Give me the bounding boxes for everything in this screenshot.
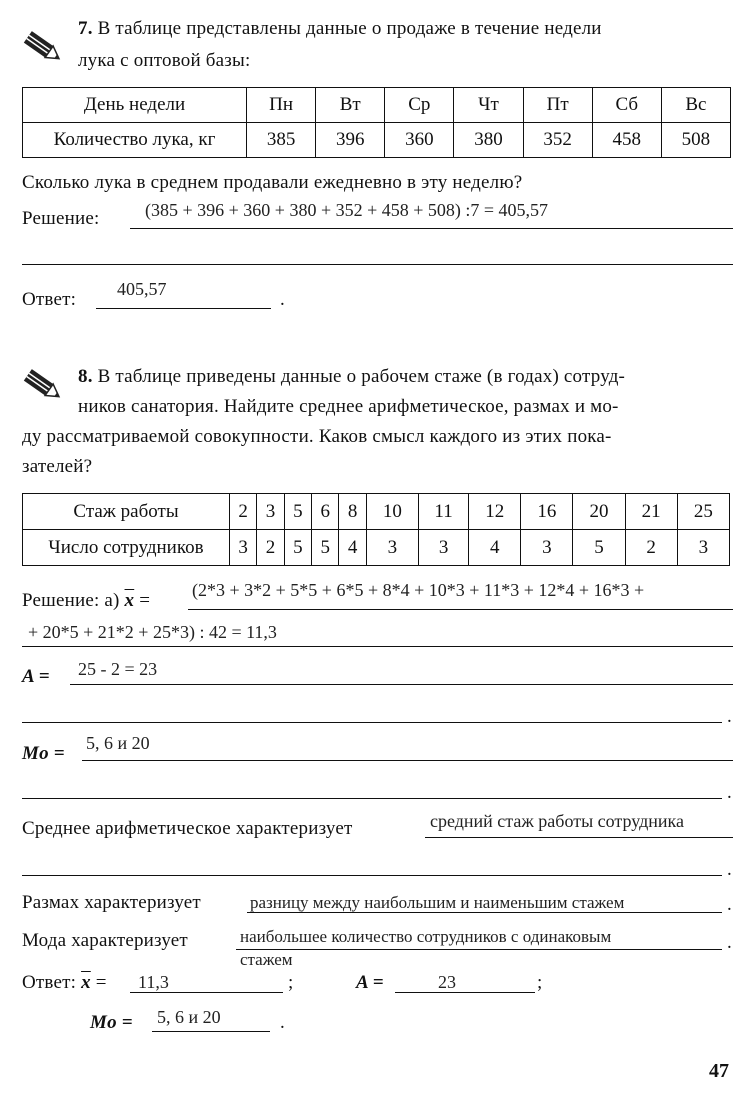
task8-year-cell: 25 xyxy=(677,494,729,530)
task8-answer-range-label: A = xyxy=(356,972,384,993)
answer-mean-equals: = xyxy=(95,972,107,993)
task7-answer-label: Ответ: xyxy=(22,289,77,310)
task7-question-line2: лука с оптовой базы: xyxy=(78,50,251,71)
task8-mean-meaning-underline xyxy=(425,837,733,838)
task7-answer-line xyxy=(96,308,271,309)
task8-count-cell: 2 xyxy=(625,530,677,566)
task8-mean-line1-underline xyxy=(188,609,733,610)
task7-day-cell: Вс xyxy=(661,88,730,123)
task8-year-cell: 10 xyxy=(366,494,418,530)
task7-row-label: Количество лука, кг xyxy=(23,123,247,158)
task8-count-cell: 3 xyxy=(677,530,729,566)
task7-day-cell: Сб xyxy=(592,88,661,123)
task8-row-label: Число сотрудников xyxy=(23,530,230,566)
task8-range-label: A = xyxy=(22,666,50,687)
task8-year-cell: 3 xyxy=(257,494,284,530)
task8-answer-range-value[interactable]: 23 xyxy=(438,972,456,992)
task8-answer-mode-underline xyxy=(152,1031,270,1032)
task8-count-cell: 4 xyxy=(339,530,366,566)
task8-mode-label: Mo = xyxy=(22,743,65,764)
mean-symbol: $\overline{x}$ xyxy=(124,590,135,611)
task8-year-cell: 16 xyxy=(521,494,573,530)
task8-answer-period: . xyxy=(280,1012,285,1033)
task8-mode-meaning-underline xyxy=(236,949,722,950)
task7-day-cell: Пт xyxy=(523,88,592,123)
task8-count-cell: 2 xyxy=(257,530,284,566)
page-number: 47 xyxy=(709,1060,729,1082)
task8-count-cell: 3 xyxy=(418,530,468,566)
task7-day-cell: Чт xyxy=(454,88,523,123)
task8-year-cell: 12 xyxy=(469,494,521,530)
task8-year-cell: 11 xyxy=(418,494,468,530)
task7-answer-value[interactable]: 405,57 xyxy=(117,279,167,299)
task8-solution-label: Решение: а) xyxy=(22,590,120,611)
task8-question-line1 xyxy=(78,366,625,388)
task8-year-cell: 6 xyxy=(312,494,339,530)
task8-mean-line2[interactable]: + 20*5 + 21*2 + 25*3) : 42 = 11,3 xyxy=(28,622,277,642)
task7-value-cell: 380 xyxy=(454,123,523,158)
task8-range-meaning-period: . xyxy=(727,894,732,915)
task7-value-cell: 508 xyxy=(661,123,730,158)
task8-mode-underline xyxy=(82,760,733,761)
task7-day-cell: Пн xyxy=(247,88,316,123)
task8-year-cell: 21 xyxy=(625,494,677,530)
task8-mode-meaning-text-line2[interactable]: стажем xyxy=(240,950,293,969)
task7-solution-line xyxy=(130,228,733,229)
task7-table-header-row xyxy=(23,88,731,123)
task8-year-cell: 2 xyxy=(230,494,257,530)
task7-value-cell: 360 xyxy=(385,123,454,158)
task8-range-meaning-underline xyxy=(247,912,722,913)
task7-header-label: День недели xyxy=(23,88,247,123)
task8-range-meaning-text[interactable]: разницу между наибольшим и наименьшим стажем xyxy=(250,893,625,912)
task8-answer-label-group xyxy=(22,972,107,994)
task8-number: 8. xyxy=(78,366,93,387)
task8-count-cell: 5 xyxy=(573,530,625,566)
task8-year-cell: 20 xyxy=(573,494,625,530)
task8-range-text[interactable]: 25 - 2 = 23 xyxy=(78,659,158,679)
task8-mean-line1[interactable]: (2*3 + 3*2 + 5*5 + 6*5 + 8*4 + 10*3 + 11*3 + 12*4 + 16*3 + xyxy=(192,580,645,600)
task7-solution-text[interactable]: (385 + 396 + 360 + 380 + 352 + 458 + 508) :7 = 405,57 xyxy=(145,200,549,220)
task8-mean-meaning-period: . xyxy=(727,859,732,880)
task8-year-cell: 8 xyxy=(339,494,366,530)
task8-question-text: В таблице приведены данные о рабочем стаже (в годах) сотруд- xyxy=(97,366,626,387)
task8-mode-underline-2 xyxy=(22,798,722,799)
task7-value-cell: 352 xyxy=(523,123,592,158)
task8-table-header-row xyxy=(23,494,730,530)
task7-day-cell: Вт xyxy=(316,88,385,123)
task8-mean-meaning-text[interactable]: средний стаж работы сотрудника xyxy=(430,811,685,831)
task8-answer-label: Ответ: xyxy=(22,972,77,993)
task8-mode-meaning-text-line1[interactable]: наибольшее количество сотрудников с одинаковым xyxy=(240,927,612,946)
task8-count-cell: 4 xyxy=(469,530,521,566)
task7-answer-period: . xyxy=(280,289,285,310)
task8-mean-line2-underline xyxy=(22,646,733,647)
task7-value-cell: 396 xyxy=(316,123,385,158)
task8-answer-mode-value[interactable]: 5, 6 и 20 xyxy=(157,1007,221,1027)
task8-answer-mean-underline xyxy=(130,992,283,993)
task8-count-cell: 5 xyxy=(284,530,311,566)
task8-question-line4: зателей? xyxy=(22,456,93,477)
task8-mode-text[interactable]: 5, 6 и 20 xyxy=(86,733,150,753)
mean-equals: = xyxy=(139,590,151,611)
task8-count-cell: 3 xyxy=(366,530,418,566)
task8-year-cell: 5 xyxy=(284,494,311,530)
task8-question-line3: ду рассматриваемой совокупности. Каков смысл каждого из этих пока- xyxy=(22,426,612,447)
task8-count-cell: 3 xyxy=(230,530,257,566)
task8-header-label: Стаж работы xyxy=(23,494,230,530)
task7-solution-line-2 xyxy=(22,264,733,265)
task7-question-line1 xyxy=(78,18,602,40)
task7-value-cell: 458 xyxy=(592,123,661,158)
task8-range-meaning-label: Размах характеризует xyxy=(22,892,201,913)
task8-table xyxy=(22,493,730,566)
task8-answer-range-underline xyxy=(395,992,535,993)
task8-answer-mean-value[interactable]: 11,3 xyxy=(138,972,169,992)
task8-answer-semicolon-1: ; xyxy=(288,972,294,993)
answer-mean-symbol: $\overline{x}$ xyxy=(81,972,91,993)
task8-table-count-row xyxy=(23,530,730,566)
pencil-icon xyxy=(20,366,64,406)
task7-prompt: Сколько лука в среднем продавали ежедневно в эту неделю? xyxy=(22,172,523,193)
pencil-icon xyxy=(20,28,64,68)
task8-answer-mode-label: Mo = xyxy=(90,1012,133,1033)
task7-question-text: В таблице представлены данные о продаже в течение недели xyxy=(97,18,602,39)
task8-range-period: . xyxy=(727,706,732,727)
task8-solution-label-group xyxy=(22,590,150,612)
task8-mode-meaning-label: Мода характеризует xyxy=(22,930,188,951)
task7-value-cell: 385 xyxy=(247,123,316,158)
task7-table-value-row xyxy=(23,123,731,158)
task8-mode-period: . xyxy=(727,782,732,803)
task8-mean-meaning-label: Среднее арифметическое характеризует xyxy=(22,818,353,839)
task8-count-cell: 5 xyxy=(312,530,339,566)
task8-answer-semicolon-2: ; xyxy=(537,972,543,993)
task7-solution-label: Решение: xyxy=(22,208,100,229)
task8-range-underline-2 xyxy=(22,722,722,723)
task8-mode-meaning-period: . xyxy=(727,932,732,953)
task7-number: 7. xyxy=(78,18,93,39)
task8-question-line2: ников санатория. Найдите среднее арифметическое, размах и мо- xyxy=(78,396,619,417)
task8-range-underline xyxy=(70,684,733,685)
task7-table xyxy=(22,87,731,158)
task7-day-cell: Ср xyxy=(385,88,454,123)
task8-count-cell: 3 xyxy=(521,530,573,566)
task8-mean-meaning-underline-2 xyxy=(22,875,722,876)
